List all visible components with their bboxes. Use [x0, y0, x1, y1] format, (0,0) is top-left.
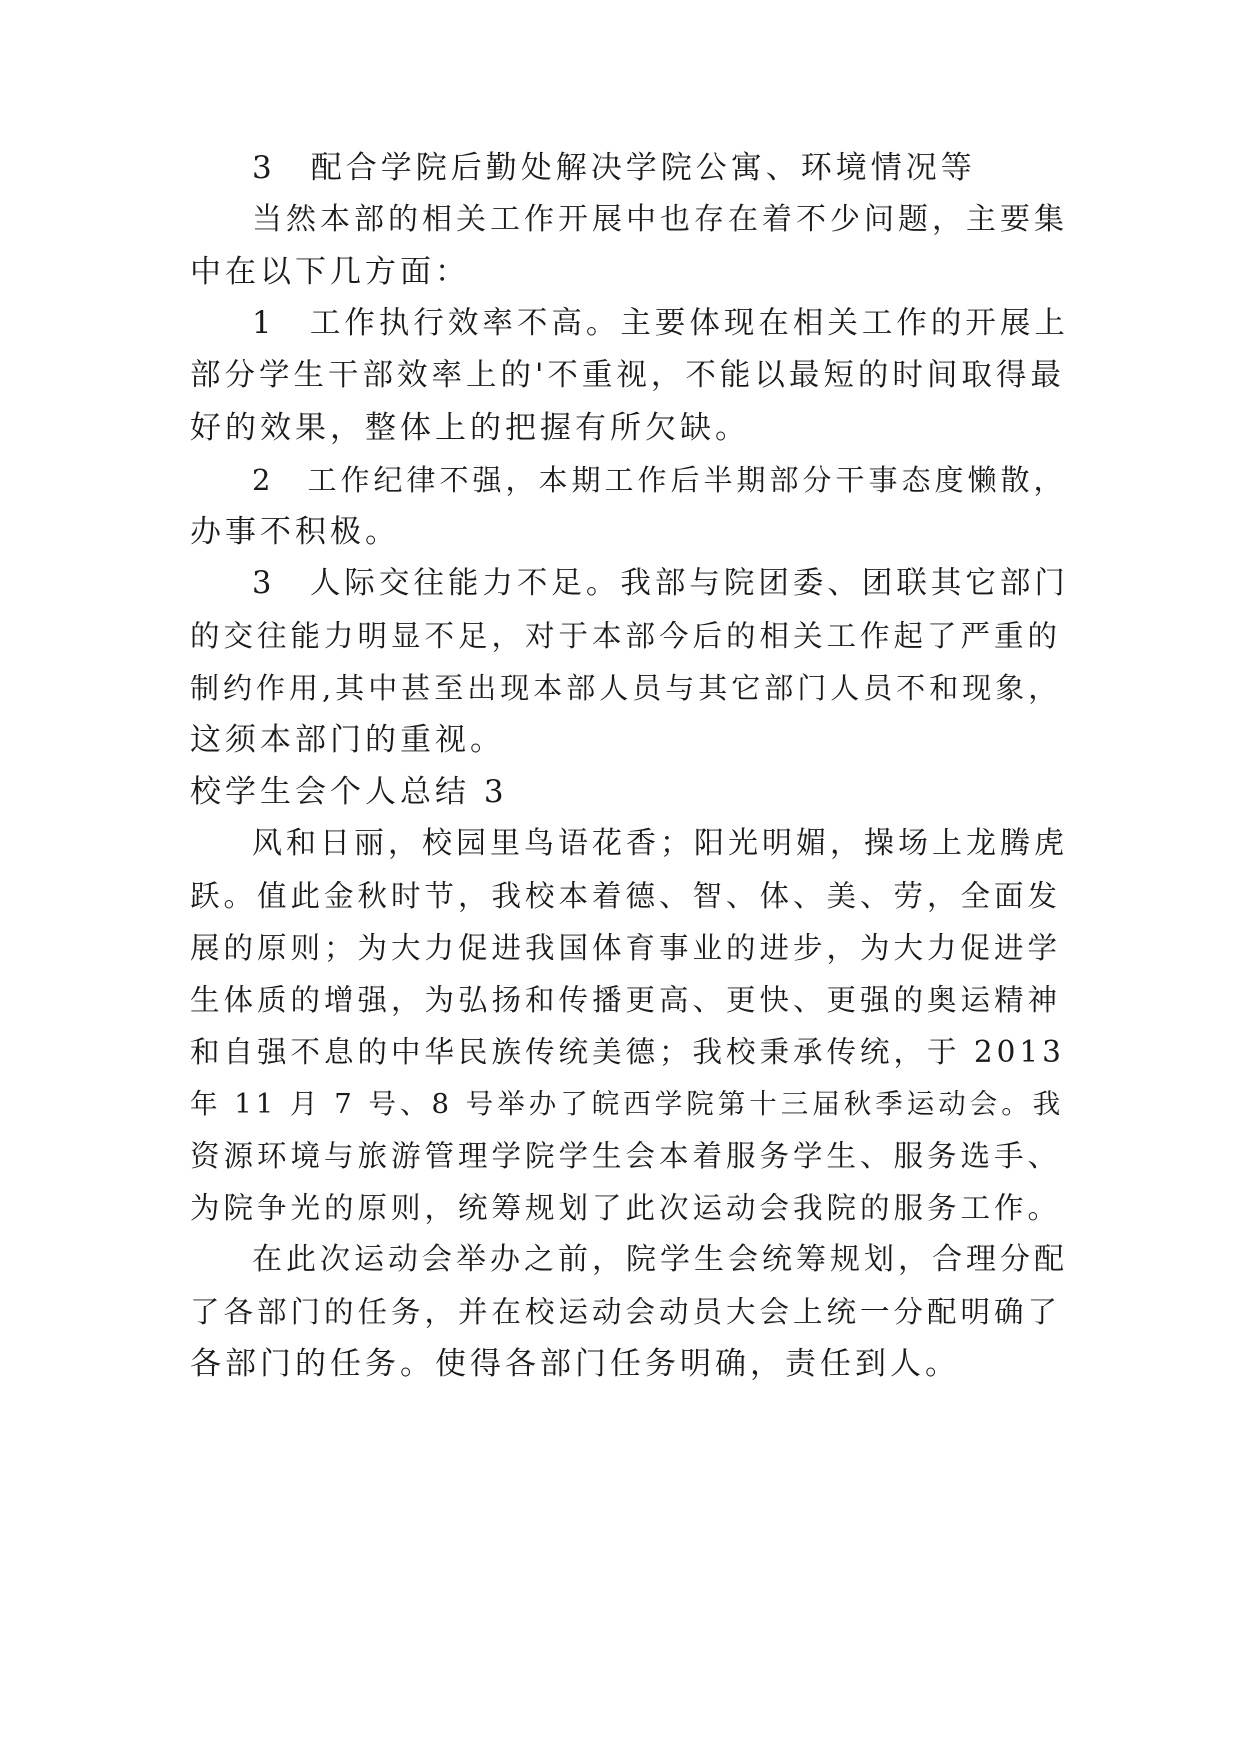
- text-line: 部分学生干部效率上的'不重视，不能以最短的时间取得最: [190, 358, 1065, 393]
- text-line: 当然本部的相关工作开展中也存在着不少问题，主要集: [252, 202, 1068, 237]
- text-line: 资源环境与旅游管理学院学生会本着服务学生、服务选手、: [190, 1139, 1062, 1173]
- text-line: 在此次运动会举办之前，院学生会统筹规划，合理分配: [252, 1242, 1068, 1277]
- text-line: 各部门的任务。使得各部门任务明确，责任到人。: [190, 1346, 960, 1382]
- text-line: 这须本部门的重视。: [190, 722, 505, 758]
- text-line: 好的效果，整体上的把握有所欠缺。: [190, 410, 750, 446]
- text-line: 了各部门的任务，并在校运动会动员大会上统一分配明确了: [190, 1295, 1062, 1329]
- text-line: 3 配合学院后勤处解决学院公寓、环境情况等: [252, 150, 976, 186]
- text-line: 办事不积极。: [190, 514, 400, 550]
- text-line: 和自强不息的中华民族传统美德；我校秉承传统，于 2013: [190, 1035, 1065, 1069]
- text-line: 1 工作执行效率不高。主要体现在相关工作的开展上: [252, 306, 1069, 341]
- text-line: 年 11 月 7 号、8 号举办了皖西学院第十三届秋季运动会。我: [190, 1088, 1065, 1120]
- text-line: 2 工作纪律不强，本期工作后半期部分干事态度懒散，: [252, 463, 1067, 497]
- section-heading: 校学生会个人总结 3: [190, 774, 508, 810]
- text-line: 为院争光的原则，统筹规划了此次运动会我院的服务工作。: [190, 1191, 1062, 1225]
- text-line: 跃。值此金秋时节，我校本着德、智、体、美、劳，全面发: [190, 879, 1062, 913]
- text-line: 生体质的增强，为弘扬和传播更高、更快、更强的奥运精神: [190, 983, 1062, 1017]
- text-line: 的交往能力明显不足，对于本部今后的相关工作起了严重的: [190, 619, 1062, 653]
- text-line: 制约作用,其中甚至出现本部人员与其它部门人员不和现象，: [190, 671, 1062, 705]
- text-line: 展的原则；为大力促进我国体育事业的进步，为大力促进学: [190, 931, 1062, 965]
- text-line: 3 人际交往能力不足。我部与院团委、团联其它部门: [252, 566, 1069, 601]
- text-line: 风和日丽，校园里鸟语花香；阳光明媚，操场上龙腾虎: [252, 826, 1068, 861]
- text-line: 中在以下几方面：: [190, 254, 470, 290]
